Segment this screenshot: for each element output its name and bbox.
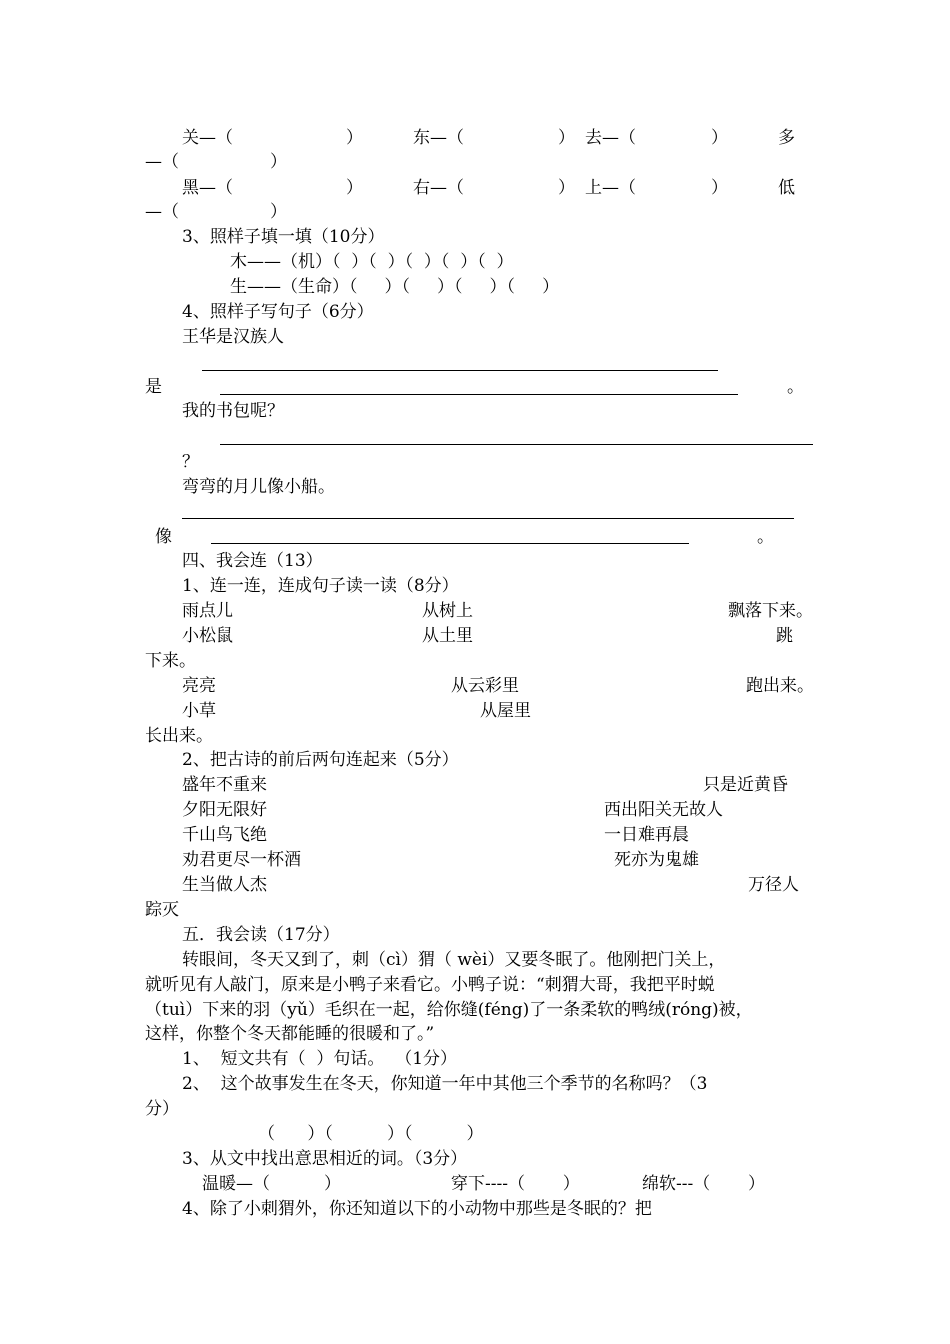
answer-line-3a[interactable] bbox=[182, 518, 794, 519]
antonym-5: 黑—（ bbox=[182, 178, 233, 198]
answer-line-1b[interactable] bbox=[220, 394, 738, 395]
q4-s1-prefix: 是 bbox=[145, 377, 162, 397]
match-b3[interactable]: 从云彩里 bbox=[451, 676, 519, 696]
sec5-q3-a[interactable]: 温暖—（ ） bbox=[202, 1174, 342, 1194]
poem-left-2[interactable]: 夕阳无限好 bbox=[182, 800, 267, 820]
section-4-title: 四、我会连（13） bbox=[182, 551, 323, 571]
antonym-6-close: ） bbox=[558, 178, 575, 198]
antonym-4-close: ） bbox=[270, 152, 287, 172]
passage-line-4: 这样，你整个冬天都能睡的很暖和了。” bbox=[145, 1024, 435, 1044]
match-c4[interactable]: 长出来。 bbox=[145, 726, 213, 746]
antonym-3: 去—（ bbox=[585, 128, 636, 148]
q3-title: 3、照样子填一填（10分） bbox=[182, 227, 385, 247]
antonym-1: 关—（ bbox=[182, 128, 233, 148]
match-c1[interactable]: 飘落下来。 bbox=[728, 601, 813, 621]
antonym-4: 多 bbox=[778, 128, 795, 148]
poem-left-4[interactable]: 劝君更尽一杯酒 bbox=[182, 850, 301, 870]
q4-sentence-2: 我的书包呢？ bbox=[182, 401, 284, 421]
sec5-q3-b[interactable]: 穿下----（ ） bbox=[451, 1174, 580, 1194]
antonym-7-close: ） bbox=[711, 178, 728, 198]
poem-left-5[interactable]: 生当做人杰 bbox=[182, 875, 267, 895]
antonym-4-cont: —（ bbox=[145, 152, 179, 172]
passage-line-3: （tuì）下来的羽（yǔ）毛织在一起，给你缝(féng)了一条柔软的鸭绒(róng)被， bbox=[145, 1000, 753, 1020]
antonym-6: 右—（ bbox=[413, 178, 464, 198]
match-a3[interactable]: 亮亮 bbox=[182, 676, 216, 696]
antonym-3-close: ） bbox=[711, 128, 728, 148]
sec5-q2-blanks[interactable]: （ ）（ ）（ ） bbox=[258, 1124, 484, 1144]
antonym-5-close: ） bbox=[346, 178, 363, 198]
poem-right-5[interactable]: 万径人 bbox=[748, 875, 799, 895]
answer-line-3b[interactable] bbox=[211, 543, 689, 544]
answer-line-1a[interactable] bbox=[202, 370, 718, 371]
passage-line-2: 就听见有人敲门，原来是小鸭子来看它。小鸭子说：“刺猬大哥，我把平时蜕 bbox=[145, 975, 715, 995]
q4-s3-prefix: 像 bbox=[155, 527, 172, 547]
antonym-7: 上—（ bbox=[585, 178, 636, 198]
sec5-q4: 4、除了小刺猬外，你还知道以下的小动物中那些是冬眠的？把 bbox=[182, 1199, 652, 1219]
antonym-8-close: ） bbox=[270, 202, 287, 222]
antonym-8-cont: —（ bbox=[145, 202, 179, 222]
match-b4[interactable]: 从屋里 bbox=[480, 701, 531, 721]
poem-right-4[interactable]: 死亦为鬼雄 bbox=[614, 850, 699, 870]
q4-sentence-1: 王华是汉族人 bbox=[182, 327, 284, 347]
answer-line-2[interactable] bbox=[220, 444, 813, 445]
match-b2[interactable]: 从土里 bbox=[422, 626, 473, 646]
poem-right-3[interactable]: 一日难再晨 bbox=[604, 825, 689, 845]
sec5-q2-cont: 分） bbox=[145, 1099, 179, 1119]
match-a2[interactable]: 小松鼠 bbox=[182, 626, 233, 646]
sec5-q3-c[interactable]: 绵软---（ ） bbox=[642, 1174, 766, 1194]
sec5-q3: 3、从文中找出意思相近的词。（3分） bbox=[182, 1149, 468, 1169]
q4-sentence-3: 弯弯的月儿像小船。 bbox=[182, 477, 335, 497]
match-c2[interactable]: 跳 bbox=[776, 626, 793, 646]
antonym-1-close: ） bbox=[346, 128, 363, 148]
section-5-title: 五．我会读（17分） bbox=[182, 925, 340, 945]
match-b1[interactable]: 从树上 bbox=[422, 601, 473, 621]
poem-right-5-cont: 踪灭 bbox=[145, 900, 179, 920]
poem-left-1[interactable]: 盛年不重来 bbox=[182, 775, 267, 795]
q3-example-2: 生——（生命）（ ）（ ）（ ）（ ） bbox=[230, 277, 560, 297]
antonym-8: 低 bbox=[778, 178, 795, 198]
q4-s2-end: ？ bbox=[182, 452, 199, 472]
sec5-q2: 2、 这个故事发生在冬天，你知道一年中其他三个季节的名称吗？（3 bbox=[182, 1074, 708, 1094]
match-a1[interactable]: 雨点儿 bbox=[182, 601, 233, 621]
q4-s1-end: 。 bbox=[787, 377, 804, 397]
antonym-2: 东—（ bbox=[413, 128, 464, 148]
match-c2-cont: 下来。 bbox=[145, 651, 196, 671]
sec5-q1: 1、 短文共有（ ）句话。 （1分） bbox=[182, 1049, 458, 1069]
sec4-q2: 2、把古诗的前后两句连起来（5分） bbox=[182, 750, 459, 770]
q3-example-1: 木——（机）（ ）（ ）（ ）（ ）（ ） bbox=[230, 252, 514, 272]
passage-line-1: 转眼间，冬天又到了，刺（cì）猬（ wèi）又要冬眠了。他刚把门关上， bbox=[182, 950, 726, 970]
match-c3[interactable]: 跑出来。 bbox=[746, 676, 814, 696]
poem-left-3[interactable]: 千山鸟飞绝 bbox=[182, 825, 267, 845]
match-a4[interactable]: 小草 bbox=[182, 701, 216, 721]
q4-title: 4、照样子写句子（6分） bbox=[182, 302, 374, 322]
q4-s3-end: 。 bbox=[757, 527, 774, 547]
antonym-2-close: ） bbox=[558, 128, 575, 148]
poem-right-2[interactable]: 西出阳关无故人 bbox=[604, 800, 723, 820]
sec4-q1: 1、连一连，连成句子读一读（8分） bbox=[182, 576, 459, 596]
poem-right-1[interactable]: 只是近黄昏 bbox=[703, 775, 788, 795]
